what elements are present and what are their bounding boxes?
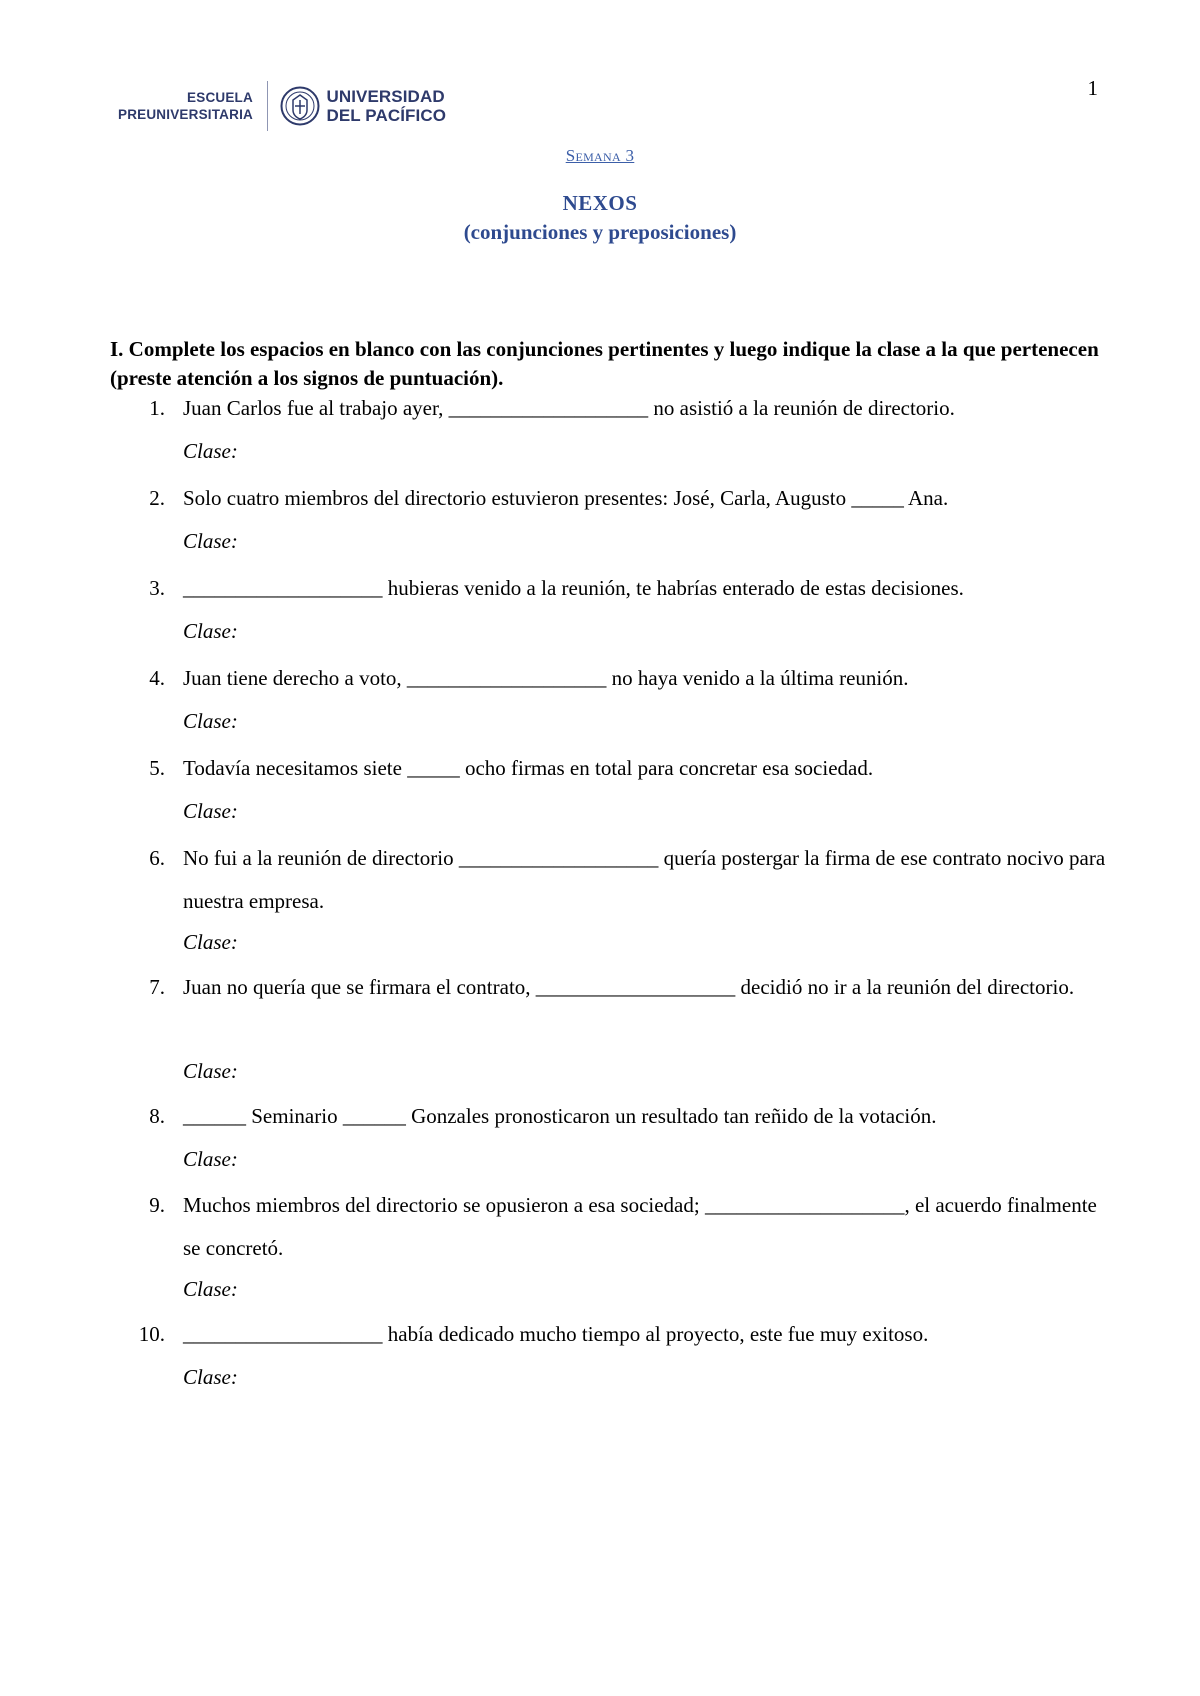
page-title: NEXOS: [562, 191, 638, 215]
exercise-number: 4.: [149, 666, 165, 690]
exercise-text: Solo cuatro miembros del directorio estuvieron presentes: José, Carla, Augusto _____ Ana.: [183, 486, 949, 510]
exercise-text: ___________________ había dedicado mucho tiempo al proyecto, este fue muy exitoso.: [183, 1322, 929, 1346]
section-instruction: I. Complete los espacios en blanco con las conjunciones pertinentes y luego indique la clase a la que pertenecen (preste atención a los signos de puntuación).: [110, 337, 1099, 390]
university-seal-icon: [280, 86, 320, 126]
exercise-text: ______ Seminario ______ Gonzales pronosticaron un resultado tan reñido de la votación.: [183, 1104, 937, 1128]
exercise-text: ___________________ hubieras venido a la reunión, te habrías enterado de estas decisiones.: [183, 576, 964, 600]
clase-label: Clase:: [183, 1059, 238, 1083]
exercise-text: No fui a la reunión de directorio ___________________ quería postergar la firma de ese contrato nocivo para nuestra empresa.: [183, 846, 1106, 913]
exercise-number: 7.: [149, 975, 165, 999]
exercise-text: Juan tiene derecho a voto, ___________________ no haya venido a la última reunión.: [183, 666, 909, 690]
exercise-text: Juan Carlos fue al trabajo ayer, ___________________ no asistió a la reunión de directorio.: [183, 396, 955, 420]
clase-label: Clase:: [183, 1147, 238, 1171]
exercise-number: 10.: [138, 1322, 165, 1346]
clase-label: Clase:: [183, 619, 238, 643]
page-subtitle: (conjunciones y preposiciones): [463, 220, 737, 244]
institution-logo: [118, 80, 446, 132]
exercise-number: 6.: [149, 846, 165, 870]
exercise-text: Juan no quería que se firmara el contrato, ___________________ decidió no ir a la reunión del directorio.: [183, 975, 1075, 999]
page-number: 1: [1087, 76, 1098, 100]
exercise-number: 9.: [149, 1193, 165, 1217]
clase-label: Clase:: [183, 930, 238, 954]
exercise-number: 2.: [149, 486, 165, 510]
week-heading: Semana 3: [565, 146, 635, 165]
university-name-line2: DEL PACÍFICO: [326, 106, 447, 125]
logo-divider: [267, 81, 269, 131]
school-name: [118, 89, 253, 123]
exercise-text: Muchos miembros del directorio se opusieron a esa sociedad; ___________________, el acuerdo finalmente se concretó.: [183, 1193, 1097, 1260]
clase-label: Clase:: [183, 799, 238, 823]
school-name-line2: PREUNIVERSITARIA: [118, 107, 253, 122]
exercise-number: 1.: [149, 396, 165, 420]
university-name-line1: UNIVERSIDAD: [326, 87, 445, 106]
exercise-number: 8.: [149, 1104, 165, 1128]
exercise-number: 3.: [149, 576, 165, 600]
clase-label: Clase:: [183, 1365, 238, 1389]
exercise-text: Todavía necesitamos siete _____ ocho firmas en total para concretar esa sociedad.: [183, 756, 874, 780]
clase-label: Clase:: [183, 439, 238, 463]
exercise-number: 5.: [149, 756, 165, 780]
clase-label: Clase:: [183, 1277, 238, 1301]
university-name: [326, 87, 446, 125]
clase-label: Clase:: [183, 709, 238, 733]
school-name-line1: ESCUELA: [187, 90, 253, 105]
clase-label: Clase:: [183, 529, 238, 553]
